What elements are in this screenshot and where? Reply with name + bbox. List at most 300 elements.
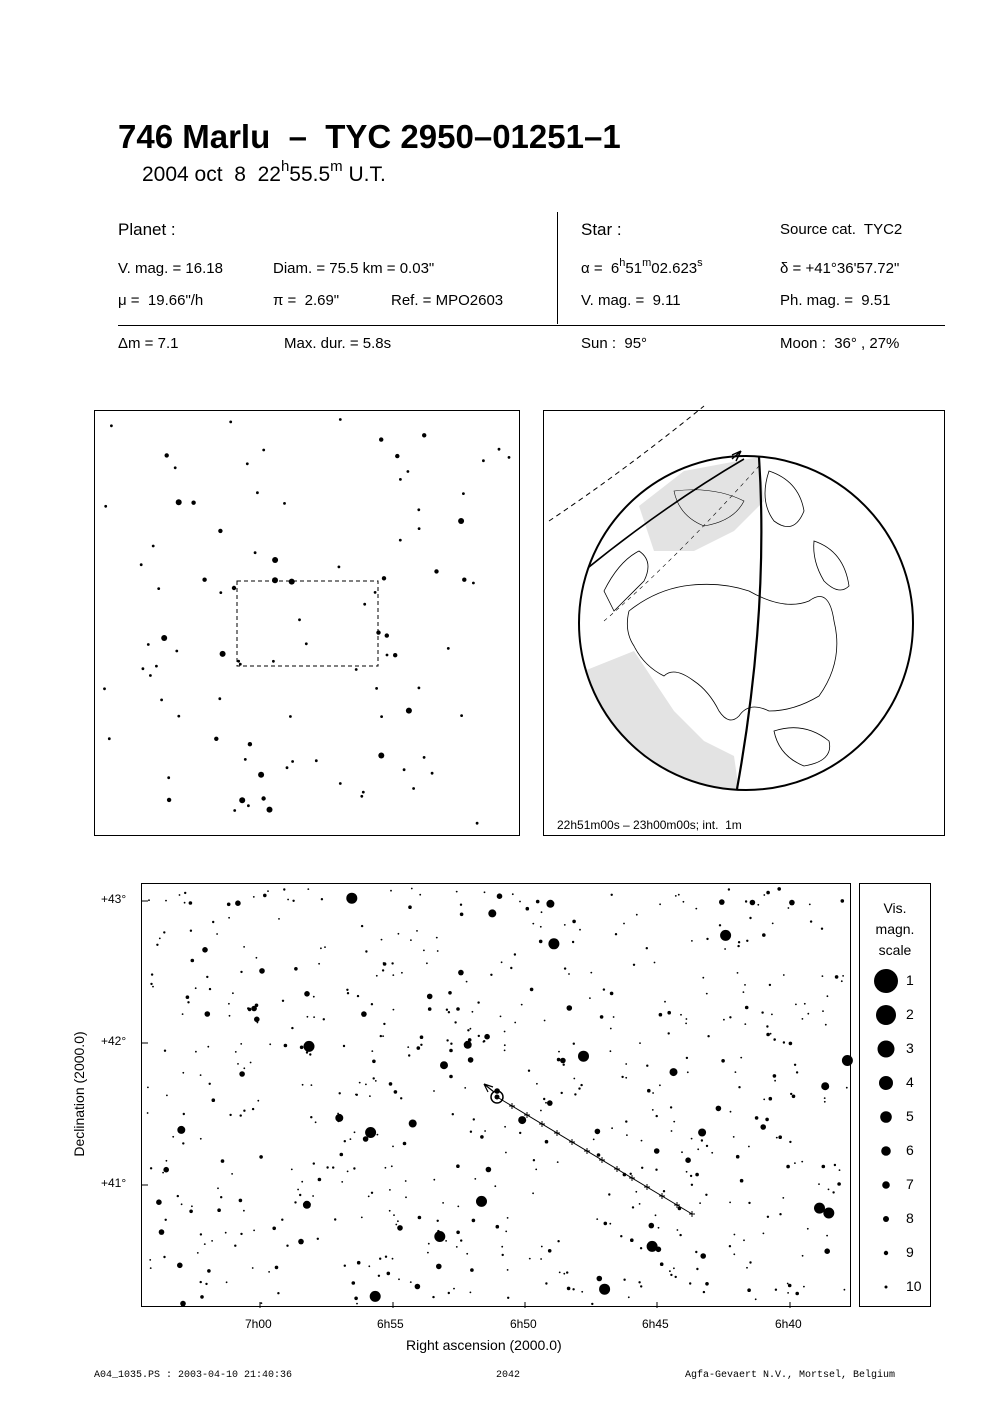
star-declination: δ = +41°36'57.72" <box>780 260 900 277</box>
map-star <box>608 1193 610 1195</box>
map-star <box>738 1086 740 1088</box>
map-star <box>597 1276 603 1282</box>
map-star <box>632 1206 634 1208</box>
map-star <box>368 1196 370 1198</box>
map-star <box>744 1023 746 1025</box>
map-star <box>200 1281 202 1283</box>
map-star <box>687 1071 689 1073</box>
map-star <box>394 1090 398 1094</box>
finder-star <box>291 760 294 763</box>
map-star <box>243 946 245 948</box>
map-star <box>696 1268 698 1270</box>
map-star <box>369 1095 371 1097</box>
map-star <box>557 1058 561 1062</box>
map-star <box>387 1272 391 1276</box>
map-star <box>749 1261 751 1263</box>
map-star <box>659 903 661 905</box>
map-star <box>200 1138 202 1140</box>
map-star <box>824 1101 826 1103</box>
map-star <box>744 984 746 986</box>
finder-chart <box>94 410 520 836</box>
target-star <box>495 1095 500 1100</box>
map-star <box>294 1201 296 1203</box>
map-star <box>391 1165 393 1167</box>
map-star <box>250 1062 252 1064</box>
map-star <box>671 1130 673 1132</box>
map-star <box>361 925 363 927</box>
finder-star <box>176 499 182 505</box>
map-star <box>766 891 770 895</box>
map-star <box>298 1239 304 1245</box>
map-star <box>748 1146 750 1148</box>
map-star <box>315 1121 317 1123</box>
footer-file-info: A04_1035.PS : 2003-04-10 21:40:36 <box>94 1370 293 1381</box>
map-star <box>640 1247 642 1249</box>
map-star <box>568 973 570 975</box>
map-star <box>229 1015 231 1017</box>
map-star <box>398 1278 400 1280</box>
finder-star <box>160 699 163 702</box>
map-star <box>626 1134 628 1136</box>
map-star <box>398 933 400 935</box>
map-star <box>391 962 393 964</box>
map-star <box>699 1202 701 1204</box>
map-star <box>705 1282 709 1286</box>
finder-star <box>298 618 301 621</box>
map-star <box>497 893 503 899</box>
map-star <box>179 894 181 896</box>
star-right-ascension: α = 6$^h$51$^m$02.623$^s$ <box>581 257 703 277</box>
map-star <box>466 1253 468 1255</box>
map-star <box>456 891 458 893</box>
map-star <box>261 1302 263 1304</box>
map-star <box>821 1082 829 1090</box>
map-star <box>691 940 693 942</box>
page-title: 746 Marlu – TYC 2950–01251–1 <box>118 118 621 155</box>
map-star <box>740 1057 742 1059</box>
map-star <box>640 1285 642 1287</box>
map-star <box>209 988 211 990</box>
map-star <box>532 1192 534 1194</box>
map-star <box>680 1014 682 1016</box>
map-star <box>212 921 214 923</box>
map-star <box>735 1071 737 1073</box>
map-star <box>677 1229 679 1231</box>
map-star <box>769 984 771 986</box>
map-star <box>207 1269 211 1273</box>
map-star <box>548 938 559 949</box>
map-star <box>844 1289 846 1291</box>
finder-star <box>246 462 249 465</box>
finder-star <box>157 587 160 590</box>
map-star <box>659 1013 663 1017</box>
map-star <box>721 1059 725 1063</box>
map-star <box>521 1004 523 1006</box>
map-star <box>243 1210 245 1212</box>
map-star <box>301 1181 303 1183</box>
map-star <box>253 1230 255 1232</box>
map-star <box>232 992 234 994</box>
map-star <box>593 1139 595 1141</box>
map-star <box>473 1118 475 1120</box>
finder-star <box>237 660 240 663</box>
finder-star <box>393 653 397 657</box>
map-star <box>749 917 751 919</box>
map-star <box>428 1007 432 1011</box>
finder-star <box>508 456 511 459</box>
planet-motion: μ = 19.66"/h <box>118 292 204 309</box>
map-star <box>254 1017 260 1023</box>
map-star <box>729 1016 731 1018</box>
map-star <box>484 891 486 893</box>
legend-title-1: Vis. <box>883 900 907 916</box>
map-star <box>510 967 512 969</box>
map-star <box>558 1051 560 1053</box>
map-star <box>437 1220 439 1222</box>
map-star <box>375 1080 377 1082</box>
legend-dot <box>874 969 898 993</box>
map-star <box>823 1208 834 1219</box>
map-star <box>389 1210 391 1212</box>
legend-label: 10 <box>906 1278 922 1294</box>
map-star <box>433 1179 435 1181</box>
table-divider-horizontal <box>118 325 945 326</box>
map-star <box>177 1195 179 1197</box>
map-star <box>564 924 566 926</box>
map-star <box>678 1207 682 1211</box>
globe-panel <box>543 410 945 836</box>
map-star <box>557 1161 559 1163</box>
map-star <box>409 1120 417 1128</box>
map-star <box>841 980 843 982</box>
finder-star <box>218 529 222 533</box>
map-star <box>445 1240 447 1242</box>
map-star <box>654 1148 660 1154</box>
map-star <box>294 967 298 971</box>
finder-star <box>385 633 389 637</box>
map-star <box>630 1173 632 1175</box>
map-star <box>697 1148 699 1150</box>
map-star <box>372 1060 376 1064</box>
finder-star <box>248 742 252 746</box>
map-star <box>477 1001 479 1003</box>
map-star <box>239 1071 245 1077</box>
map-star <box>633 964 635 966</box>
map-star <box>147 1112 149 1114</box>
map-star <box>716 1106 722 1112</box>
map-star <box>548 1249 552 1253</box>
map-star <box>686 1171 688 1173</box>
map-star <box>256 957 258 959</box>
table-divider-vertical <box>557 212 558 324</box>
map-star <box>536 900 540 904</box>
map-star <box>432 1296 434 1298</box>
map-star <box>776 1137 778 1139</box>
map-star <box>320 947 322 949</box>
map-star <box>539 940 543 944</box>
map-star <box>579 929 581 931</box>
finder-star <box>407 470 410 473</box>
map-star <box>827 995 829 997</box>
map-star <box>252 1108 254 1110</box>
map-star <box>373 1077 375 1079</box>
legend-dot <box>883 1216 889 1222</box>
map-star <box>641 1167 643 1169</box>
map-star <box>259 968 265 974</box>
map-star <box>623 1173 627 1177</box>
map-star <box>361 1217 363 1219</box>
map-star <box>341 1181 343 1183</box>
finder-star <box>423 756 426 759</box>
map-star <box>197 1252 199 1254</box>
map-star <box>307 1016 309 1018</box>
finder-star <box>476 822 479 825</box>
finder-star <box>360 795 363 798</box>
map-star <box>743 991 745 993</box>
map-star <box>352 1281 356 1285</box>
finder-star <box>286 766 289 769</box>
finder-star <box>233 809 236 812</box>
map-star <box>454 1021 456 1023</box>
map-star <box>460 913 464 917</box>
finder-star <box>256 491 259 494</box>
map-star <box>788 1284 792 1288</box>
map-star <box>182 1072 184 1074</box>
finder-star <box>378 753 384 759</box>
map-star <box>401 972 403 974</box>
map-star <box>287 899 289 901</box>
map-star <box>670 1106 672 1108</box>
map-star <box>187 1001 189 1003</box>
map-star <box>426 962 428 964</box>
map-star <box>832 1191 834 1193</box>
map-star <box>163 1167 169 1173</box>
map-star <box>705 1194 707 1196</box>
finder-star <box>232 586 236 590</box>
map-star <box>559 1272 561 1274</box>
legend-label: 5 <box>906 1108 914 1124</box>
map-star <box>530 988 534 992</box>
map-star <box>347 992 349 994</box>
map-star <box>150 1267 152 1269</box>
map-star <box>434 1231 445 1242</box>
map-star <box>673 1267 675 1269</box>
map-star <box>636 914 638 916</box>
map-star <box>286 1245 288 1247</box>
map-star <box>796 1071 798 1073</box>
map-star <box>321 898 323 900</box>
finder-star <box>338 566 341 569</box>
map-star <box>356 1094 358 1096</box>
map-star <box>620 1235 622 1237</box>
map-star <box>623 1279 625 1281</box>
map-star <box>470 1131 472 1133</box>
map-star <box>324 946 326 948</box>
map-star <box>589 997 591 999</box>
map-star <box>625 1077 627 1079</box>
map-star <box>519 901 521 903</box>
legend-label: 6 <box>906 1142 914 1158</box>
map-star <box>470 1268 474 1272</box>
map-star <box>156 944 158 946</box>
map-star <box>206 976 208 978</box>
map-star <box>346 893 357 904</box>
star-map-stars <box>142 884 852 1308</box>
map-star <box>379 1258 381 1260</box>
map-star <box>231 1173 233 1175</box>
map-star <box>318 963 320 965</box>
footer-publisher: Agfa-Gevaert N.V., Mortsel, Belgium <box>685 1370 896 1381</box>
map-star <box>220 1196 222 1198</box>
finder-star <box>305 642 308 645</box>
finder-star <box>417 508 420 511</box>
map-star <box>464 1087 466 1089</box>
map-star <box>670 1068 678 1076</box>
map-star <box>737 945 739 947</box>
map-star <box>572 920 576 924</box>
map-star <box>460 904 462 906</box>
x-tick-6h55: 6h55 <box>377 1317 404 1331</box>
map-star <box>737 972 739 974</box>
map-star <box>647 1241 658 1252</box>
map-star <box>183 1113 185 1115</box>
map-star <box>809 904 811 906</box>
map-star <box>774 1038 776 1040</box>
sun-elongation: Sun : 95° <box>581 335 648 352</box>
map-star <box>635 1191 637 1193</box>
map-star <box>514 1022 516 1024</box>
map-star <box>826 1235 828 1237</box>
map-star <box>660 1262 664 1266</box>
map-star <box>277 1292 279 1294</box>
map-star <box>405 1180 407 1182</box>
map-star <box>502 1254 504 1256</box>
map-star <box>466 981 468 983</box>
map-star <box>484 1034 490 1040</box>
map-star <box>842 1055 853 1066</box>
map-star <box>787 1283 789 1285</box>
map-star <box>217 1208 221 1212</box>
finder-star <box>167 798 171 802</box>
planet-parallax: π = 2.69" <box>273 292 340 309</box>
map-star <box>353 1167 355 1169</box>
map-star <box>184 902 186 904</box>
map-star <box>472 1219 476 1223</box>
map-star <box>449 1075 453 1079</box>
map-star <box>458 970 464 976</box>
map-star <box>190 930 192 932</box>
map-star <box>729 1245 731 1247</box>
map-star <box>664 1001 666 1003</box>
delta-magnitude: Δm = 7.1 <box>118 335 179 352</box>
map-star <box>252 1267 254 1269</box>
motion-arrow-icon <box>484 1084 494 1092</box>
map-star <box>235 900 241 906</box>
map-star <box>518 1116 526 1124</box>
finder-star <box>289 579 295 585</box>
finder-star <box>472 582 475 585</box>
map-star <box>448 1292 450 1294</box>
map-star <box>304 991 310 997</box>
map-star <box>272 1227 276 1231</box>
map-star <box>750 900 756 906</box>
finder-star <box>418 687 421 690</box>
finder-star <box>482 459 485 462</box>
map-star <box>646 1065 648 1067</box>
map-star <box>528 1070 530 1072</box>
map-star <box>450 1043 452 1045</box>
map-star <box>564 967 566 969</box>
map-star <box>763 1233 765 1235</box>
map-star <box>195 1051 197 1053</box>
finder-star <box>161 635 167 641</box>
finder-star <box>379 437 383 441</box>
finder-star <box>149 674 152 677</box>
map-star <box>761 1011 763 1013</box>
map-star <box>773 1074 777 1078</box>
map-star <box>311 1084 313 1086</box>
map-star <box>532 923 534 925</box>
map-star <box>777 887 781 891</box>
finder-star <box>406 708 412 714</box>
map-star <box>507 1217 509 1219</box>
globe-map <box>544 411 946 837</box>
planet-vmag: V. mag. = 16.18 <box>118 260 223 277</box>
map-star <box>344 1265 346 1267</box>
map-star <box>456 1231 460 1235</box>
map-star <box>707 1035 709 1037</box>
map-star <box>304 1041 315 1052</box>
finder-star <box>412 787 415 790</box>
map-star <box>368 1265 370 1267</box>
map-star <box>766 1033 770 1037</box>
map-star <box>217 1187 219 1189</box>
map-star <box>802 1018 804 1020</box>
map-star <box>572 941 574 943</box>
map-star <box>747 1288 751 1292</box>
map-star <box>156 1199 162 1205</box>
map-star <box>202 947 208 953</box>
map-star <box>385 1167 387 1169</box>
map-star <box>690 1175 692 1177</box>
map-star <box>415 1284 421 1290</box>
map-star <box>494 1088 500 1094</box>
map-star <box>397 1220 399 1222</box>
map-star <box>410 1281 412 1283</box>
finder-star <box>108 737 111 740</box>
map-star <box>663 1190 665 1192</box>
finder-star <box>267 807 273 813</box>
map-star <box>257 1100 259 1102</box>
map-star <box>346 989 348 991</box>
map-star <box>566 1271 568 1273</box>
finder-star <box>363 603 366 606</box>
map-star <box>769 1097 773 1101</box>
map-star <box>507 1297 509 1299</box>
map-star <box>446 1009 448 1011</box>
map-star <box>557 1240 559 1242</box>
map-star <box>191 1205 193 1207</box>
map-star <box>783 974 785 976</box>
star-source-catalog: Source cat. TYC2 <box>780 221 903 238</box>
map-star <box>807 1013 809 1015</box>
map-star <box>724 948 726 950</box>
map-star <box>504 1126 506 1128</box>
map-star <box>774 1080 776 1082</box>
map-star <box>670 1274 672 1276</box>
map-star <box>400 1097 402 1099</box>
map-star <box>814 1203 825 1214</box>
